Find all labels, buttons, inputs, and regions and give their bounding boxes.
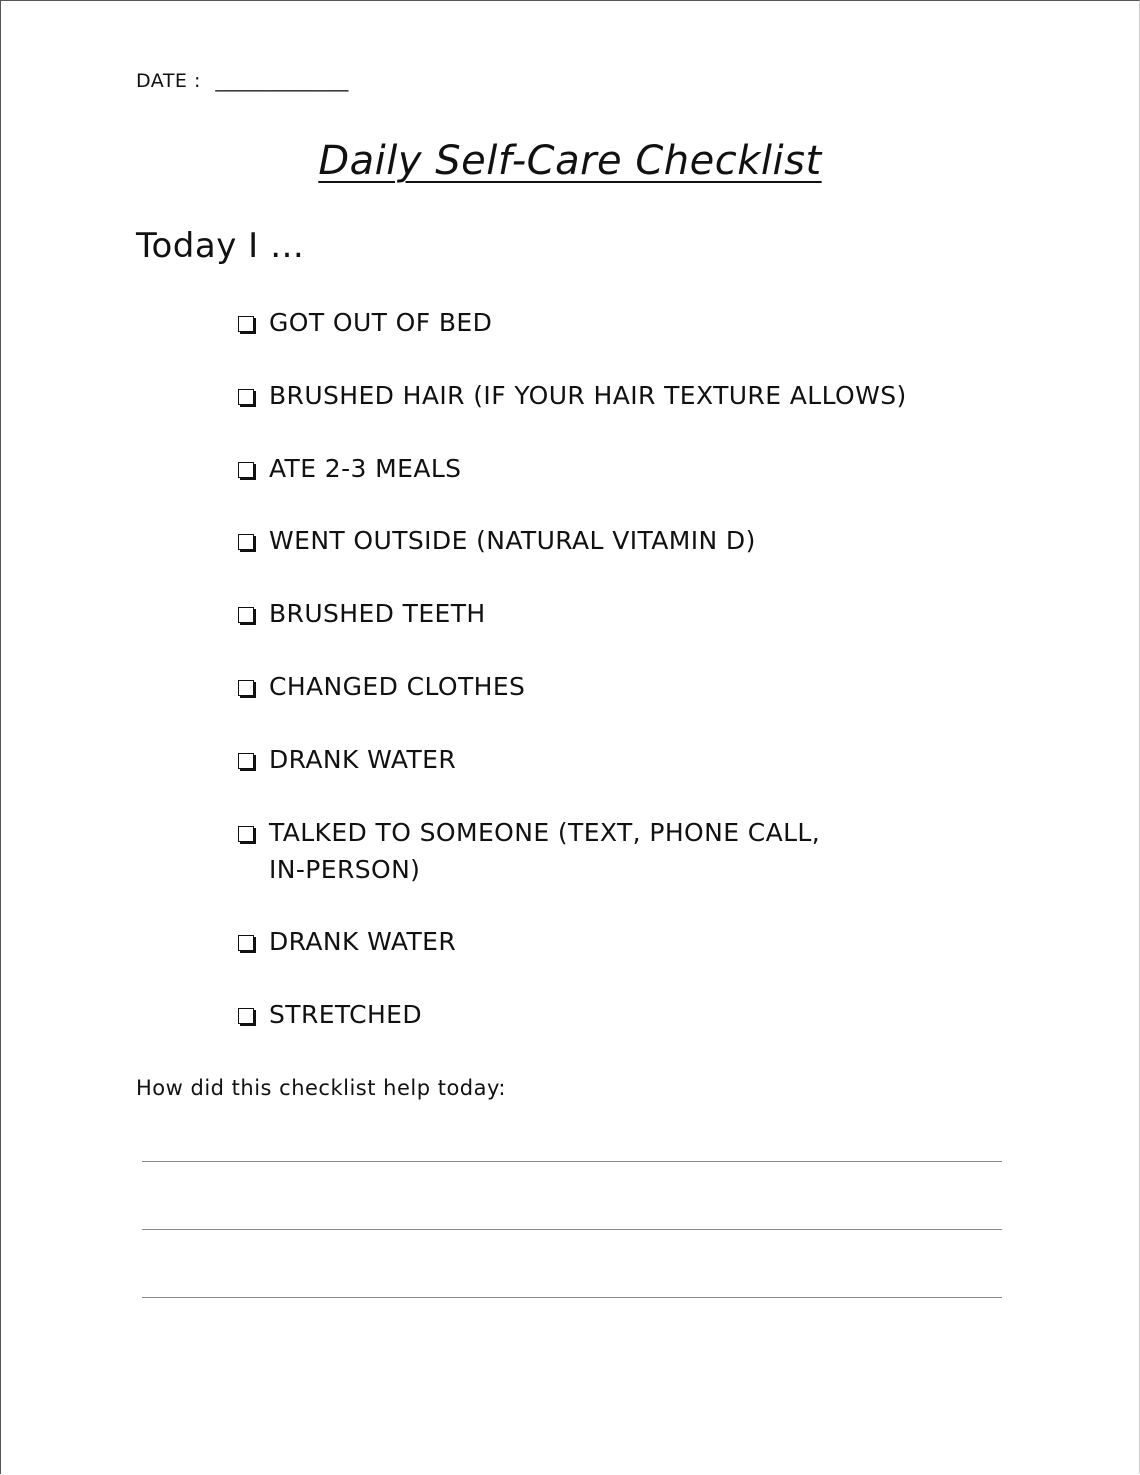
checklist-item-label: BRUSHED TEETH [269,599,486,628]
checklist-item-label: DRANK WATER [269,745,457,774]
checkbox[interactable] [238,316,254,332]
checklist-item-label: ATE 2-3 MEALS [269,454,462,483]
intro-heading: Today I … [136,226,305,266]
checklist-item[interactable] [238,377,998,414]
checklist-item[interactable] [238,450,998,487]
answer-line[interactable] [142,1229,1002,1230]
page-title-text: Daily Self-Care Checklist [318,138,822,184]
checkbox[interactable] [238,935,254,951]
checklist-item[interactable] [238,996,998,1033]
checkbox[interactable] [238,389,254,405]
checkbox[interactable] [238,680,254,696]
date-label: DATE : [136,70,201,92]
checkbox[interactable] [238,753,254,769]
checklist-item[interactable] [238,522,998,559]
checklist-item[interactable] [238,304,998,341]
checkbox[interactable] [238,607,254,623]
checkbox[interactable] [238,1008,254,1024]
date-field [136,70,348,92]
checklist-item-label: CHANGED CLOTHES [269,672,526,701]
answer-line[interactable] [142,1161,1002,1162]
checklist-item[interactable] [238,741,998,778]
checkbox[interactable] [238,462,254,478]
checklist-item-label: STRETCHED [269,1000,423,1029]
checklist-item[interactable] [238,923,998,960]
checklist-item-label: DRANK WATER [269,927,457,956]
checklist-item-label: TALKED TO SOMEONE (TEXT, PHONE CALL, IN-PERSON) [269,818,821,884]
reflection-prompt: How did this checklist help today: [136,1076,506,1100]
page-title [0,138,1140,184]
answer-line[interactable] [142,1297,1002,1298]
checklist-item[interactable] [238,814,858,888]
checklist-item-label: GOT OUT OF BED [269,308,493,337]
checklist-item[interactable] [238,668,998,705]
checklist-item-label: WENT OUTSIDE (NATURAL VITAMIN D) [269,526,756,555]
checkbox[interactable] [238,534,254,550]
checklist-item-label: BRUSHED HAIR (IF YOUR HAIR TEXTURE ALLOWS) [269,381,907,410]
date-blank-line[interactable]: ______________ [215,70,349,92]
checklist-item[interactable] [238,595,998,632]
checkbox[interactable] [238,826,254,842]
